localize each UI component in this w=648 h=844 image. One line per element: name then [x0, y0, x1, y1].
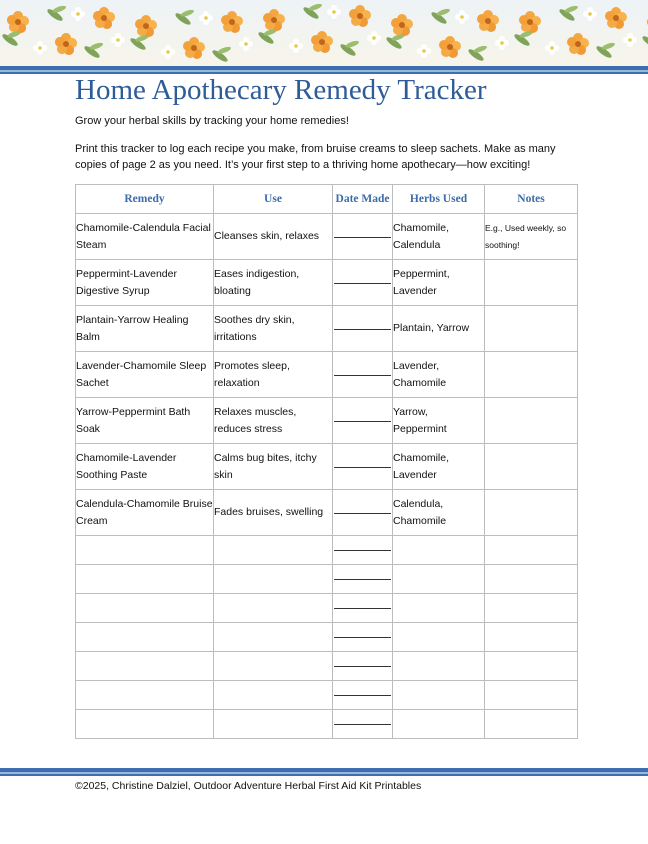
blank-cell[interactable]	[333, 710, 393, 739]
blank-cell[interactable]	[485, 565, 578, 594]
blank-cell[interactable]	[333, 565, 393, 594]
blank-cell[interactable]	[76, 681, 214, 710]
table-row	[76, 260, 578, 306]
blank-table-row	[76, 710, 578, 739]
blank-cell[interactable]	[393, 652, 485, 681]
blank-cell[interactable]	[333, 681, 393, 710]
flower-pattern-image	[0, 0, 648, 66]
blank-cell[interactable]	[393, 565, 485, 594]
remedy-cell: Yarrow-Peppermint Bath Soak	[76, 398, 214, 444]
herbs-cell: Yarrow, Peppermint	[393, 398, 485, 444]
blank-table-row	[76, 536, 578, 565]
remedy-cell: Peppermint-Lavender Digestive Syrup	[76, 260, 214, 306]
table-row	[76, 352, 578, 398]
header-remedy: Remedy	[76, 185, 214, 214]
blank-cell[interactable]	[214, 710, 333, 739]
remedy-cell: Plantain-Yarrow Healing Balm	[76, 306, 214, 352]
blank-cell[interactable]	[485, 710, 578, 739]
date-made-cell[interactable]	[333, 444, 393, 490]
date-blank-line	[334, 723, 391, 725]
blank-cell[interactable]	[393, 594, 485, 623]
blank-cell[interactable]	[76, 652, 214, 681]
blank-table-row	[76, 652, 578, 681]
date-blank-line	[334, 607, 391, 609]
blank-cell[interactable]	[214, 681, 333, 710]
top-border-stripe	[0, 66, 648, 74]
notes-cell[interactable]	[485, 444, 578, 490]
blank-cell[interactable]	[214, 623, 333, 652]
blank-cell[interactable]	[333, 594, 393, 623]
date-blank-line	[334, 694, 391, 696]
date-blank-line	[334, 578, 391, 580]
date-blank-line	[334, 282, 391, 284]
bottom-border-stripe	[0, 768, 648, 776]
date-blank-line	[334, 549, 391, 551]
blank-cell[interactable]	[214, 652, 333, 681]
header-date-made: Date Made	[333, 185, 393, 214]
notes-cell[interactable]: E.g., Used weekly, so soothing!	[485, 214, 578, 260]
use-cell: Eases indigestion, bloating	[214, 260, 333, 306]
use-cell: Promotes sleep, relaxation	[214, 352, 333, 398]
blank-cell[interactable]	[333, 623, 393, 652]
herbs-cell: Chamomile, Calendula	[393, 214, 485, 260]
blank-cell[interactable]	[214, 536, 333, 565]
remedy-cell: Chamomile-Lavender Soothing Paste	[76, 444, 214, 490]
use-cell: Relaxes muscles, reduces stress	[214, 398, 333, 444]
header-herbs-used: Herbs Used	[393, 185, 485, 214]
table-row	[76, 214, 578, 260]
copyright-footer: ©2025, Christine Dalziel, Outdoor Adventure Herbal First Aid Kit Printables	[75, 780, 422, 792]
herbs-cell: Calendula, Chamomile	[393, 490, 485, 536]
blank-cell[interactable]	[214, 565, 333, 594]
table-row	[76, 490, 578, 536]
date-blank-line	[334, 236, 391, 238]
use-cell: Cleanses skin, relaxes	[214, 214, 333, 260]
blank-cell[interactable]	[333, 652, 393, 681]
blank-table-row	[76, 681, 578, 710]
header-use: Use	[214, 185, 333, 214]
date-blank-line	[334, 512, 391, 514]
herbs-cell: Lavender, Chamomile	[393, 352, 485, 398]
blank-cell[interactable]	[485, 652, 578, 681]
use-cell: Calms bug bites, itchy skin	[214, 444, 333, 490]
table-header-row	[76, 185, 578, 214]
date-made-cell[interactable]	[333, 214, 393, 260]
tagline: Grow your herbal skills by tracking your home remedies!	[75, 115, 349, 127]
blank-cell[interactable]	[393, 623, 485, 652]
blank-cell[interactable]	[485, 681, 578, 710]
blank-cell[interactable]	[76, 594, 214, 623]
table-row	[76, 398, 578, 444]
blank-cell[interactable]	[393, 681, 485, 710]
use-cell: Soothes dry skin, irritations	[214, 306, 333, 352]
date-blank-line	[334, 665, 391, 667]
blank-cell[interactable]	[76, 536, 214, 565]
blank-cell[interactable]	[333, 536, 393, 565]
blank-table-row	[76, 565, 578, 594]
herbs-cell: Chamomile, Lavender	[393, 444, 485, 490]
table-row	[76, 306, 578, 352]
herbs-cell: Peppermint, Lavender	[393, 260, 485, 306]
date-blank-line	[334, 420, 391, 422]
blank-cell[interactable]	[214, 594, 333, 623]
notes-cell[interactable]	[485, 352, 578, 398]
date-blank-line	[334, 636, 391, 638]
blank-cell[interactable]	[76, 623, 214, 652]
date-made-cell[interactable]	[333, 398, 393, 444]
date-made-cell[interactable]	[333, 490, 393, 536]
blank-table-row	[76, 594, 578, 623]
remedy-cell: Calendula-Chamomile Bruise Cream	[76, 490, 214, 536]
use-cell: Fades bruises, swelling	[214, 490, 333, 536]
date-made-cell[interactable]	[333, 352, 393, 398]
blank-cell[interactable]	[76, 710, 214, 739]
remedy-cell: Chamomile-Calendula Facial Steam	[76, 214, 214, 260]
date-blank-line	[334, 328, 391, 330]
remedy-tracker-table	[75, 184, 578, 739]
page-title: Home Apothecary Remedy Tracker	[75, 74, 487, 106]
notes-cell[interactable]	[485, 306, 578, 352]
date-made-cell[interactable]	[333, 260, 393, 306]
blank-cell[interactable]	[485, 536, 578, 565]
herbs-cell: Plantain, Yarrow	[393, 306, 485, 352]
header-notes: Notes	[485, 185, 578, 214]
blank-cell[interactable]	[393, 710, 485, 739]
blank-cell[interactable]	[485, 623, 578, 652]
notes-cell[interactable]	[485, 490, 578, 536]
blank-cell[interactable]	[485, 594, 578, 623]
table-row	[76, 444, 578, 490]
blank-cell[interactable]	[393, 536, 485, 565]
blank-table-row	[76, 623, 578, 652]
date-made-cell[interactable]	[333, 306, 393, 352]
remedy-cell: Lavender-Chamomile Sleep Sachet	[76, 352, 214, 398]
date-blank-line	[334, 374, 391, 376]
blank-cell[interactable]	[76, 565, 214, 594]
date-blank-line	[334, 466, 391, 468]
floral-banner	[0, 0, 648, 66]
notes-cell[interactable]	[485, 260, 578, 306]
intro-paragraph: Print this tracker to log each recipe you make, from bruise creams to sleep sachets. Make as many copies of page 2 as you need. It’s your first step to a thriving home apothecary—how exciting!	[75, 143, 556, 171]
notes-cell[interactable]	[485, 398, 578, 444]
